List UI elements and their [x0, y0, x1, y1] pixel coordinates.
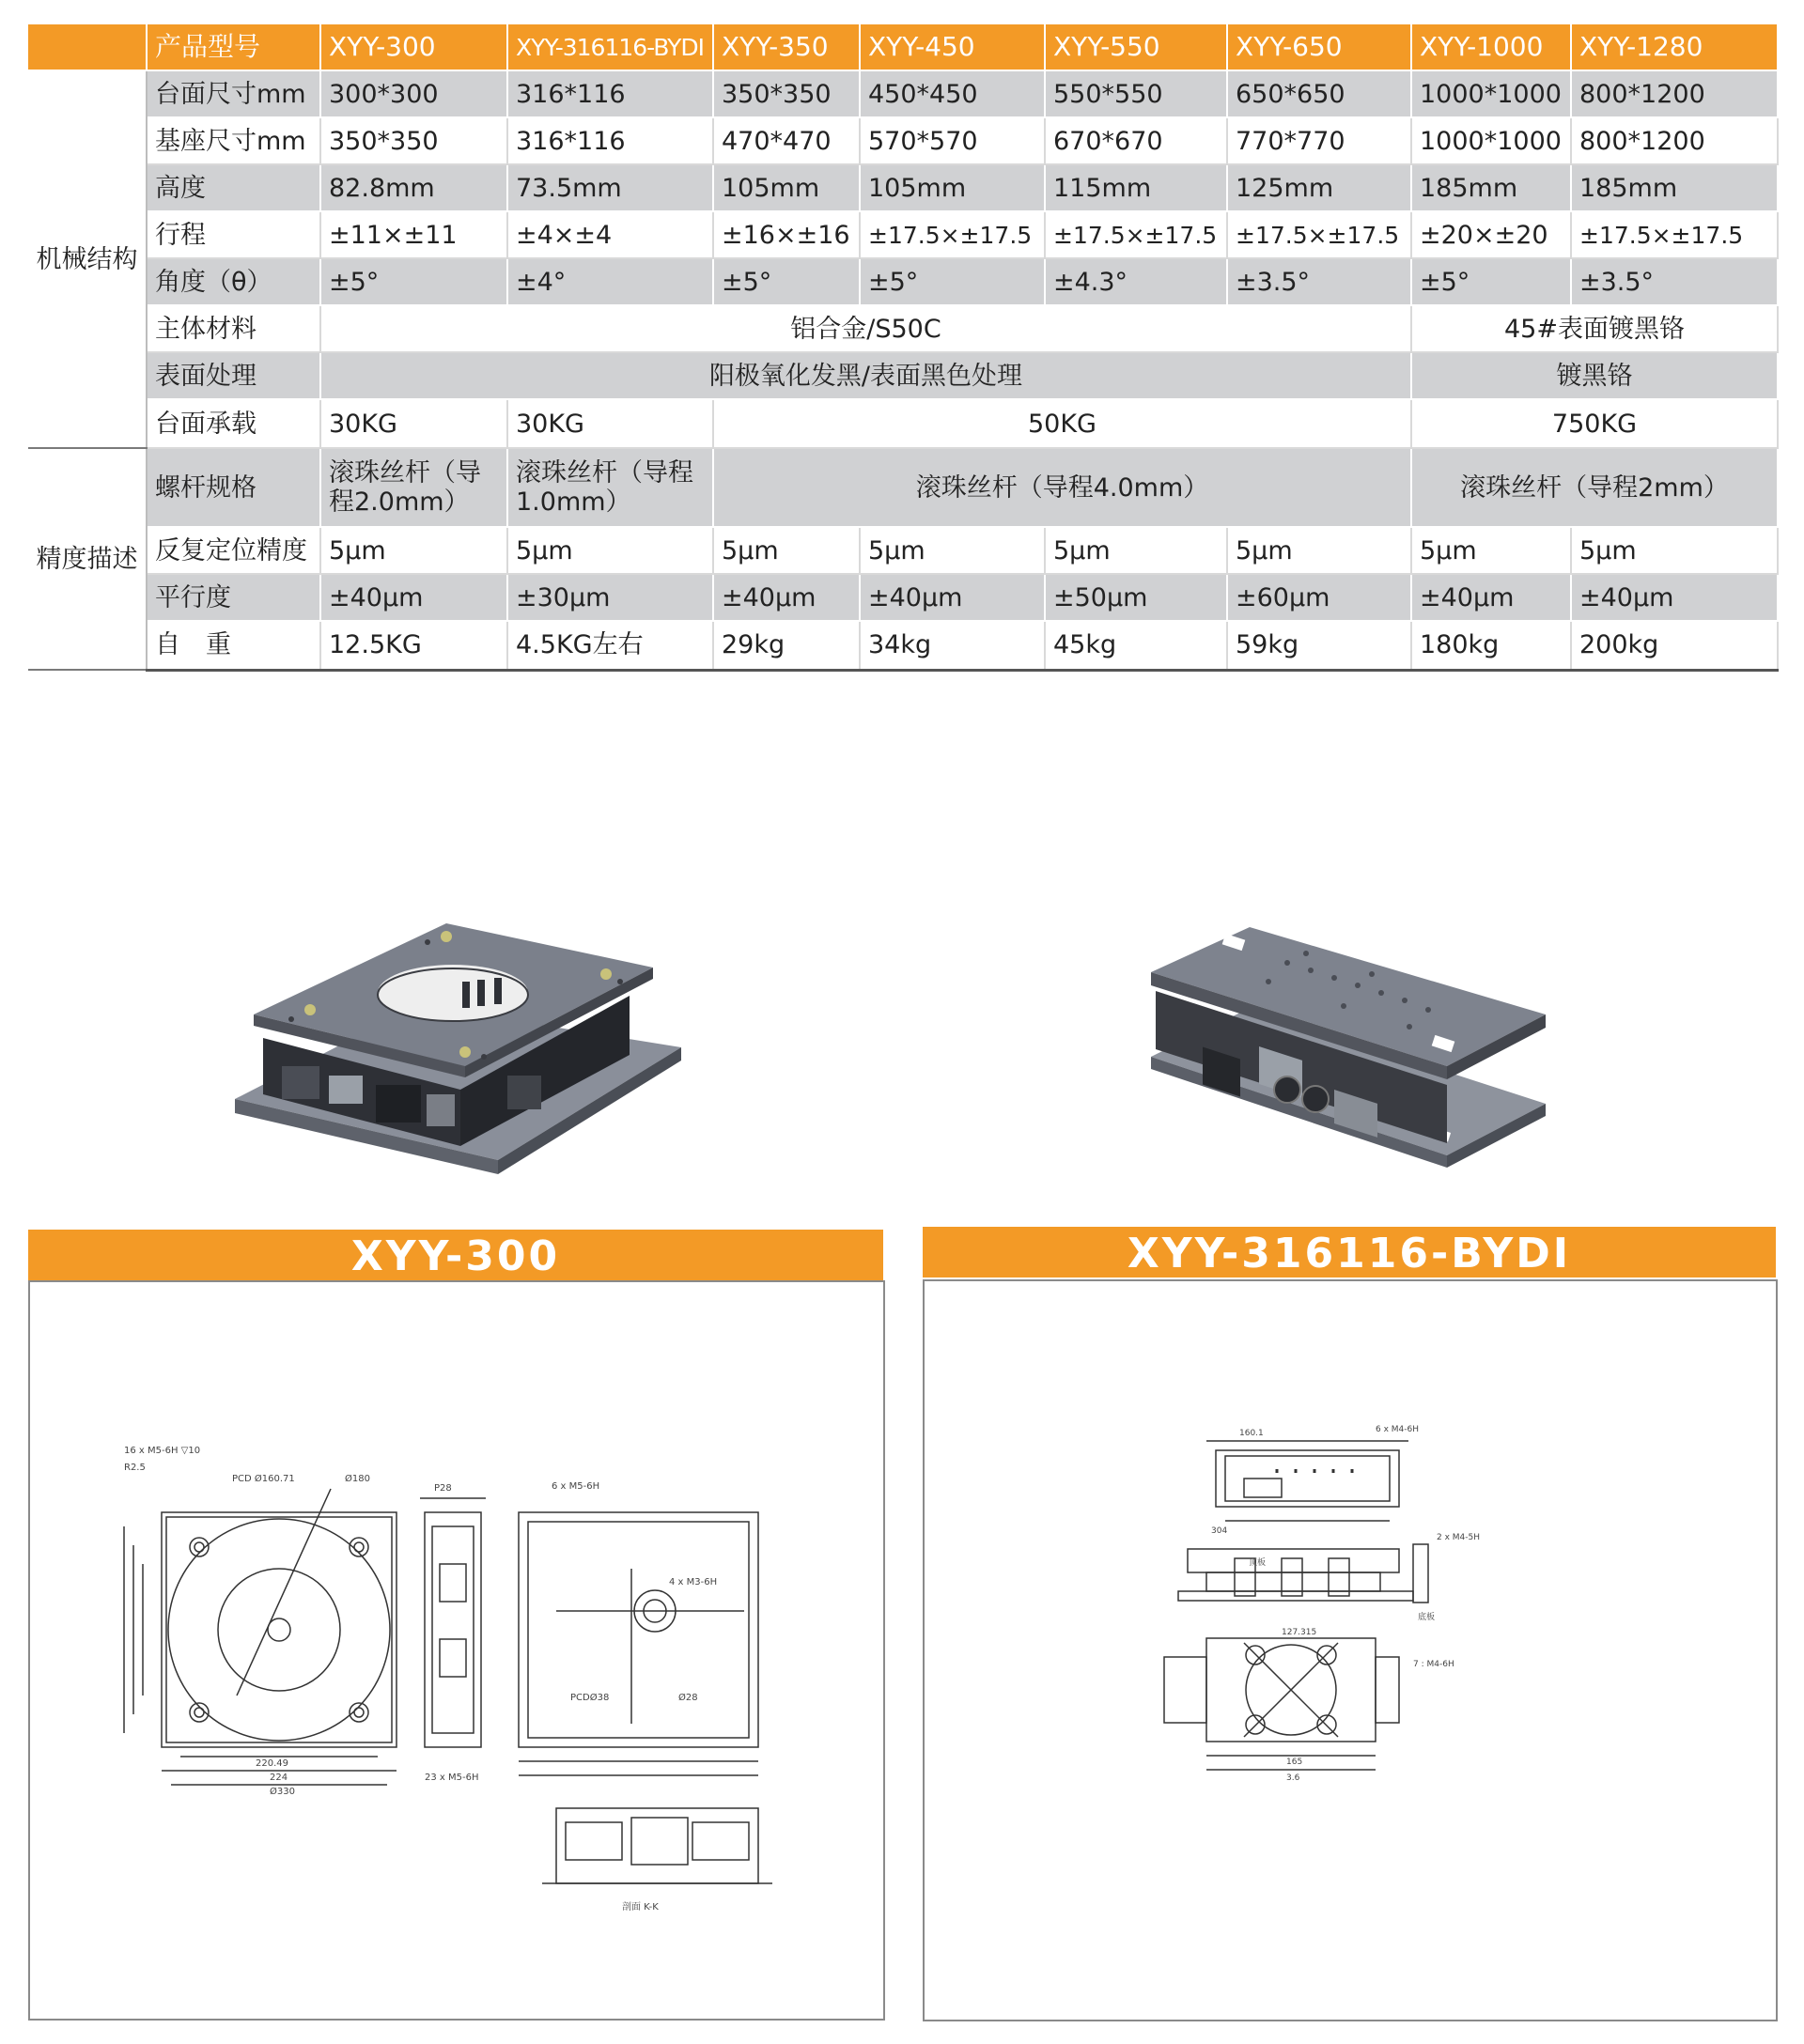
svg-text:Ø330: Ø330	[270, 1787, 295, 1797]
header-model: XYY-316116-BYDI	[507, 24, 713, 70]
table-cell: ±40μm	[713, 574, 860, 621]
svg-text:底板: 底板	[1418, 1613, 1436, 1622]
table-cell: ±30μm	[507, 574, 713, 621]
table-cell: ±60μm	[1227, 574, 1411, 621]
table-cell: 5μm	[1571, 527, 1778, 574]
table-cell: ±3.5°	[1571, 258, 1778, 305]
svg-text:7 : M4-6H: 7 : M4-6H	[1413, 1660, 1454, 1669]
svg-text:2 x M4-5H: 2 x M4-5H	[1437, 1533, 1481, 1542]
header-model: XYY-300	[320, 24, 507, 70]
row-label: 反复定位精度	[147, 527, 320, 574]
svg-text:P28: P28	[434, 1483, 452, 1494]
table-cell: ±11×±11	[320, 211, 507, 258]
table-cell: ±5°	[860, 258, 1045, 305]
table-cell: 670*670	[1045, 117, 1227, 164]
drawing-panel-xyy-300	[28, 1280, 885, 2021]
table-row	[28, 448, 1778, 527]
table-cell: ±4°	[507, 258, 713, 305]
table-cell: 5μm	[507, 527, 713, 574]
table-cell: 115mm	[1045, 164, 1227, 211]
spec-table	[28, 24, 1779, 672]
table-cell: 185mm	[1411, 164, 1571, 211]
header-model: XYY-1000	[1411, 24, 1571, 70]
table-cell-merged: 50KG	[713, 399, 1411, 448]
table-cell: 185mm	[1571, 164, 1778, 211]
table-cell: ±50μm	[1045, 574, 1227, 621]
svg-text:顶板: 顶板	[1249, 1558, 1267, 1568]
table-cell: 125mm	[1227, 164, 1411, 211]
header-model: XYY-350	[713, 24, 860, 70]
table-row	[28, 399, 1778, 448]
table-row	[28, 258, 1778, 305]
svg-text:304: 304	[1211, 1526, 1228, 1536]
header-model: XYY-450	[860, 24, 1045, 70]
table-cell: ±4.3°	[1045, 258, 1227, 305]
svg-text:23 x M5-6H: 23 x M5-6H	[425, 1773, 479, 1783]
table-cell: 316*116	[507, 117, 713, 164]
svg-text:4 x M3-6H: 4 x M3-6H	[669, 1577, 718, 1587]
table-cell: 59kg	[1227, 621, 1411, 670]
table-cell: ±17.5×±17.5	[860, 211, 1045, 258]
table-cell: 30KG	[507, 399, 713, 448]
row-label: 高度	[147, 164, 320, 211]
table-cell: 550*550	[1045, 70, 1227, 117]
table-cell-merged: 滚珠丝杆（导程4.0mm）	[713, 448, 1411, 527]
table-cell: ±40μm	[1571, 574, 1778, 621]
row-label: 台面尺寸mm	[147, 70, 320, 117]
drawing-panel-xyy-316116-bydi	[923, 1279, 1778, 2021]
table-cell: ±5°	[320, 258, 507, 305]
svg-text:Ø180: Ø180	[345, 1474, 370, 1484]
table-cell: 470*470	[713, 117, 860, 164]
technical-drawing-xyy-300	[30, 1282, 883, 2019]
spec-table-wrapper	[28, 24, 1778, 672]
table-cell: 5μm	[1227, 527, 1411, 574]
table-row	[28, 70, 1778, 117]
table-cell: 450*450	[860, 70, 1045, 117]
svg-text:PCD Ø160.71: PCD Ø160.71	[232, 1474, 295, 1484]
row-label: 平行度	[147, 574, 320, 621]
table-cell: 5μm	[713, 527, 860, 574]
table-cell: 73.5mm	[507, 164, 713, 211]
table-row	[28, 211, 1778, 258]
table-cell-merged: 阳极氧化发黑/表面黑色处理	[320, 352, 1411, 399]
table-row	[28, 117, 1778, 164]
svg-text:3.6: 3.6	[1286, 1773, 1300, 1783]
svg-text:165: 165	[1286, 1758, 1303, 1767]
table-cell: 82.8mm	[320, 164, 507, 211]
table-cell: ±20×±20	[1411, 211, 1571, 258]
header-model: XYY-1280	[1571, 24, 1778, 70]
table-cell: ±40μm	[1411, 574, 1571, 621]
table-row	[28, 305, 1778, 352]
table-cell-merged: 滚珠丝杆（导程2mm）	[1411, 448, 1778, 527]
group-label-mechanical: 机械结构	[28, 70, 147, 448]
svg-text:Ø28: Ø28	[678, 1693, 698, 1703]
row-label: 螺杆规格	[147, 448, 320, 527]
table-cell: 316*116	[507, 70, 713, 117]
table-cell: ±40μm	[320, 574, 507, 621]
row-label: 行程	[147, 211, 320, 258]
table-cell: 滚珠丝杆（导程2.0mm）	[320, 448, 507, 527]
table-cell: ±5°	[713, 258, 860, 305]
product-image-xyy-316116-bydi	[1146, 925, 1550, 1179]
row-label: 角度（θ）	[147, 258, 320, 305]
table-cell: 12.5KG	[320, 621, 507, 670]
table-cell: 5μm	[320, 527, 507, 574]
svg-text:6 x M4-6H: 6 x M4-6H	[1376, 1425, 1420, 1434]
table-row	[28, 527, 1778, 574]
header-corner	[28, 24, 147, 70]
svg-text:127.315: 127.315	[1282, 1628, 1317, 1637]
svg-text:PCDØ38: PCDØ38	[570, 1693, 610, 1703]
row-label: 台面承载	[147, 399, 320, 448]
svg-text:R2.5: R2.5	[124, 1463, 146, 1473]
table-cell: 5μm	[1411, 527, 1571, 574]
table-cell: 105mm	[713, 164, 860, 211]
table-cell: ±16×±16	[713, 211, 860, 258]
table-cell-merged: 750KG	[1411, 399, 1778, 448]
table-cell: 29kg	[713, 621, 860, 670]
svg-text:6 x M5-6H: 6 x M5-6H	[552, 1481, 600, 1492]
table-cell: ±3.5°	[1227, 258, 1411, 305]
table-cell: ±4×±4	[507, 211, 713, 258]
row-label: 主体材料	[147, 305, 320, 352]
table-cell: 300*300	[320, 70, 507, 117]
table-cell: ±40μm	[860, 574, 1045, 621]
header-model: XYY-650	[1227, 24, 1411, 70]
table-row	[28, 164, 1778, 211]
table-cell: 350*350	[320, 117, 507, 164]
table-cell: 滚珠丝杆（导程1.0mm）	[507, 448, 713, 527]
table-cell: 34kg	[860, 621, 1045, 670]
table-cell-merged: 45#表面镀黑铬	[1411, 305, 1778, 352]
table-cell: 350*350	[713, 70, 860, 117]
table-cell: 105mm	[860, 164, 1045, 211]
group-label-precision: 精度描述	[28, 448, 147, 670]
table-header-row	[28, 24, 1778, 70]
svg-text:16 x M5-6H ▽10: 16 x M5-6H ▽10	[124, 1446, 201, 1456]
table-cell: 5μm	[1045, 527, 1227, 574]
table-row	[28, 574, 1778, 621]
table-cell: ±17.5×±17.5	[1571, 211, 1778, 258]
row-label: 基座尺寸mm	[147, 117, 320, 164]
table-cell: 1000*1000	[1411, 70, 1571, 117]
svg-text:160.1: 160.1	[1239, 1429, 1264, 1438]
svg-text:220.49: 220.49	[256, 1758, 288, 1769]
table-cell: 770*770	[1227, 117, 1411, 164]
table-cell: 800*1200	[1571, 117, 1778, 164]
svg-text:224: 224	[270, 1773, 288, 1783]
table-row	[28, 352, 1778, 399]
table-cell-merged: 镀黑铬	[1411, 352, 1778, 399]
table-cell: 650*650	[1227, 70, 1411, 117]
row-label: 表面处理	[147, 352, 320, 399]
table-cell: ±17.5×±17.5	[1227, 211, 1411, 258]
table-cell: 800*1200	[1571, 70, 1778, 117]
table-cell: 570*570	[860, 117, 1045, 164]
table-cell: 200kg	[1571, 621, 1778, 670]
table-cell: 45kg	[1045, 621, 1227, 670]
header-model: XYY-550	[1045, 24, 1227, 70]
svg-text:剖面 K-K: 剖面 K-K	[622, 1902, 659, 1912]
table-cell: 30KG	[320, 399, 507, 448]
technical-drawing-xyy-316116-bydi	[925, 1281, 1776, 2020]
header-model-label: 产品型号	[147, 24, 320, 70]
product-image-xyy-300	[226, 916, 695, 1188]
table-cell: ±5°	[1411, 258, 1571, 305]
table-cell-merged: 铝合金/S50C	[320, 305, 1411, 352]
table-cell: 4.5KG左右	[507, 621, 713, 670]
table-cell: 180kg	[1411, 621, 1571, 670]
panel-title-xyy-316116-bydi: XYY-316116-BYDI	[923, 1227, 1776, 1278]
row-label: 自 重	[147, 621, 320, 670]
table-cell: ±17.5×±17.5	[1045, 211, 1227, 258]
panel-title-xyy-300: XYY-300	[28, 1230, 883, 1280]
table-cell: 5μm	[860, 527, 1045, 574]
table-cell: 1000*1000	[1411, 117, 1571, 164]
table-row	[28, 621, 1778, 670]
